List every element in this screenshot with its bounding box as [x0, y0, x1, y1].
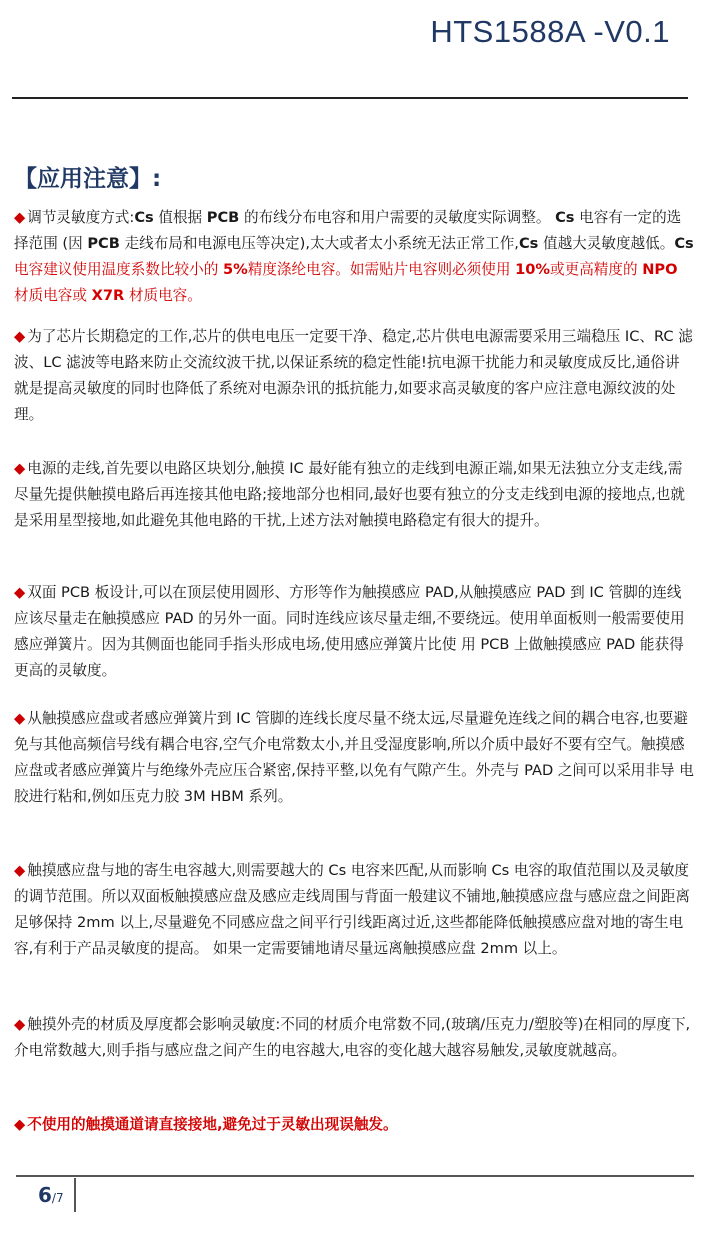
page-total: /7 [51, 1191, 64, 1205]
header-divider [12, 97, 688, 99]
note-1-text-h: PCB [87, 235, 120, 252]
bullet-diamond-icon: ◆ [14, 584, 26, 601]
note-1-text-o: 精度涤纶电容。如需贴片电容则必须使用 [247, 261, 516, 278]
note-1-text-c: 值根据 [153, 209, 207, 226]
note-2-text: 为了芯片长期稳定的工作,芯片的供电电压一定要干净、稳定,芯片供电电源需要采用三端稳压 IC、RC 滤波、LC 滤波等电路来防止交流纹波干扰,以保证系统的稳定性能!抗电源干扰能力和灵敏度成反比,通俗讲就是提高灵敏度的同时也降低了系统对电源杂讯的抵抗能力,如要求高灵敏度的客户应注意电源纹波的处理。 [14, 328, 693, 423]
note-paragraph-7 [14, 1012, 694, 1064]
note-paragraph-8 [14, 1112, 694, 1138]
bullet-diamond-icon: ◆ [14, 1016, 26, 1033]
note-1-text-n: 5% [222, 261, 248, 278]
page-number [38, 1183, 64, 1207]
note-paragraph-6 [14, 858, 694, 962]
note-8-text: 不使用的触摸通道请直接接地,避免过于灵敏出现误触发。 [27, 1116, 398, 1133]
note-1-text-i: 走线布局和电源电压等决定),太大或者太小系统无法正常工作, [119, 235, 519, 252]
bullet-diamond-icon: ◆ [14, 1116, 26, 1133]
note-1-text-k: 值越大灵敏度越低。 [538, 235, 675, 252]
note-paragraph-3 [14, 456, 694, 534]
note-7-text: 触摸外壳的材质及厚度都会影响灵敏度:不同的材质介电常数不同,(玻璃/压克力/塑胶等)在相同的厚度下,介电常数越大,则手指与感应盘之间产生的电容越大,电容的变化越大越容易触发,灵敏度就越高。 [14, 1016, 691, 1059]
footer-divider [16, 1175, 694, 1177]
bullet-diamond-icon: ◆ [14, 862, 26, 879]
note-1-text-s: 材质电容或 [14, 287, 92, 304]
bullet-diamond-icon: ◆ [14, 328, 26, 345]
header-title: HTS1588A -V0.1 [430, 14, 670, 49]
bullet-diamond-icon: ◆ [14, 460, 26, 477]
note-1-text-b: Cs [134, 209, 154, 226]
note-6-text: 触摸感应盘与地的寄生电容越大,则需要越大的 Cs 电容来匹配,从而影响 Cs 电容的取值范围以及灵敏度的调节范围。所以双面板触摸感应盘及感应走线周围与背面一般建议不铺地,触摸感应盘与感应盘之间距离足够保持 2mm 以上,尽量避免不同感应盘之间平行引线距离过近,这些都能降低触摸感应盘对地的寄生电容,有利于产品灵敏度的提高。 如果一定需要铺地请尽量远离触摸感应盘 2mm 以上。 [14, 862, 690, 957]
note-1-text-g: 电容有一定的选择范围 (因 [14, 209, 682, 252]
note-1-text-p: 10% [515, 261, 550, 278]
note-1-text-j: Cs [518, 235, 539, 252]
note-1-text-q: 或更高精度的 [550, 261, 643, 278]
note-1-text-r: NPO [642, 261, 678, 278]
note-1-text-d: PCB [206, 209, 240, 226]
note-1-text-l: Cs [674, 235, 694, 252]
note-5-text: 从触摸感应盘或者感应弹簧片到 IC 管脚的连线长度尽量不绕太远,尽量避免连线之间的耦合电容,也要避免与其他高频信号线有耦合电容,空气介电常数太小,并且受湿度影响,所以介质中最好不要有空气。触摸感应盘或者感应弹簧片与绝缘外壳应压合紧密,保持平整,以免有气隙产生。外壳与 PAD 之间可以采用非导 电胶进行粘和,例如压克力胶 3M HBM 系列。 [14, 710, 694, 805]
page-current: 6 [38, 1183, 52, 1207]
note-paragraph-2 [14, 324, 694, 428]
bullet-diamond-icon: ◆ [14, 710, 26, 727]
note-1-text-e: 的布线分布电容和用户需要的灵敏度实际调整。 [239, 209, 556, 226]
note-1-text-u: 材质电容。 [124, 287, 202, 304]
note-3-text: 电源的走线,首先要以电路区块划分,触摸 IC 最好能有独立的走线到电源正端,如果无法独立分支走线,需尽量先提供触摸电路后再连接其他电路;接地部分也相同,最好也要有独立的分支走线到电源的接地点,也就是采用星型接地,如此避免其他电路的干扰,上述方法对触摸电路稳定有很大的提升。 [14, 460, 685, 529]
note-4-text: 双面 PCB 板设计,可以在顶层使用圆形、方形等作为触摸感应 PAD,从触摸感应 PAD 到 IC 管脚的连线应该尽量走在触摸感应 PAD 的另外一面。同时连线应该尽量走细,不要绕远。使用单面板则一般需要使用感应弹簧片。因为其侧面也能同手指头形成电场,使用感应弹簧片比使 用 PCB 上做触摸感应 PAD 能获得更高的灵敏度。 [14, 584, 685, 679]
footer-vertical-divider [74, 1178, 76, 1212]
note-1-text-f: Cs [555, 209, 575, 226]
bullet-diamond-icon: ◆ [14, 209, 26, 226]
section-heading: 【应用注意】: [14, 166, 162, 192]
note-1-text-a: 调节灵敏度方式: [27, 209, 135, 226]
note-1-text-m: 电容建议使用温度系数比较小的 [14, 261, 223, 278]
note-paragraph-5 [14, 706, 694, 810]
note-1-text-t: X7R [91, 287, 125, 304]
note-paragraph-4 [14, 580, 694, 684]
note-paragraph-1 [14, 205, 694, 309]
